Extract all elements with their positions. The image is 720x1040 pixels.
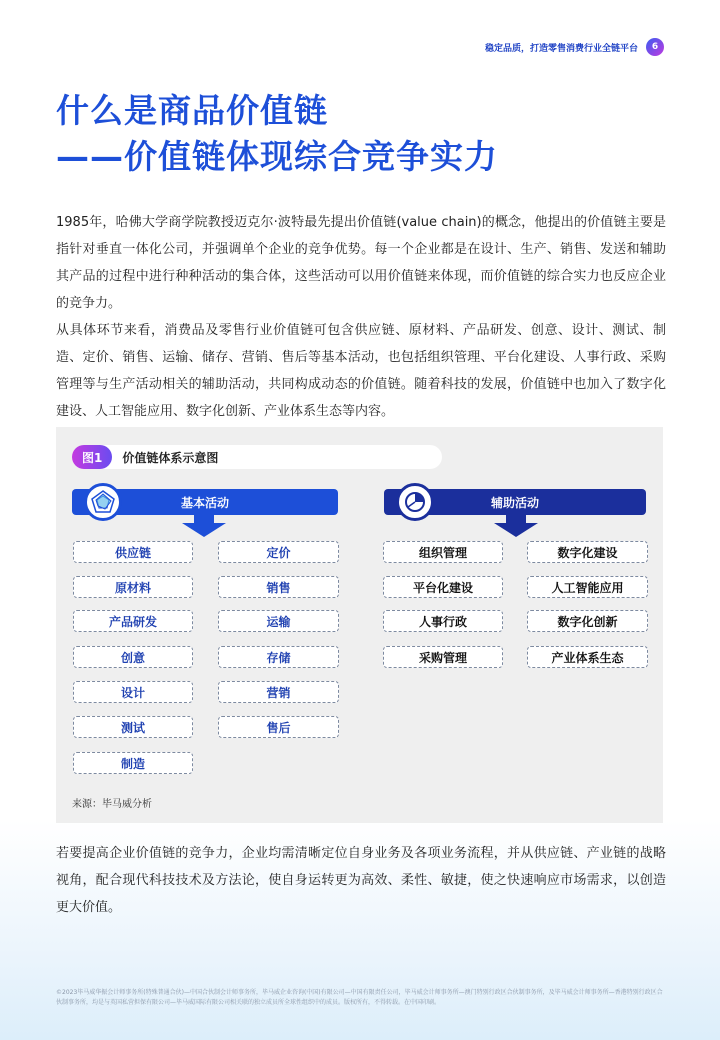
value-chain-figure bbox=[56, 427, 663, 823]
aux-item: 人事行政 bbox=[383, 610, 503, 632]
pie-chart-icon bbox=[396, 483, 434, 521]
basic-item: 创意 bbox=[73, 646, 193, 668]
aux-item: 人工智能应用 bbox=[527, 576, 648, 598]
basic-item: 测试 bbox=[73, 716, 193, 738]
figure-title: 价值链体系示意图 bbox=[122, 450, 219, 465]
basic-item: 定价 bbox=[218, 541, 339, 563]
paragraph-details: 从具体环节来看，消费品及零售行业价值链可包含供应链、原材料、产品研发、创意、设计、测试、制造、定价、销售、运输、储存、营销、售后等基本活动，也包括组织管理、平台化建设、人事行政、采购管理等与生产活动相关的辅助活动，共同构成动态的价值链。随着科技的发展，价值链中也加入了数字化建设、人工智能应用、数字化创新、产业体系生态等内容。 bbox=[56, 323, 666, 419]
basic-item: 设计 bbox=[73, 681, 193, 703]
basic-activities-header: 基本活动 bbox=[72, 489, 338, 515]
basic-item: 运输 bbox=[218, 610, 339, 632]
aux-down-arrow-icon bbox=[494, 523, 538, 537]
basic-item: 供应链 bbox=[73, 541, 193, 563]
aux-item: 采购管理 bbox=[383, 646, 503, 668]
basic-item: 存储 bbox=[218, 646, 339, 668]
page-title bbox=[56, 88, 498, 180]
basic-down-arrow-icon bbox=[182, 523, 226, 537]
figure-source: 来源：毕马威分析 bbox=[72, 799, 152, 810]
basic-item: 销售 bbox=[218, 576, 339, 598]
basic-item: 营销 bbox=[218, 681, 339, 703]
paragraph-intro: 1985年，哈佛大学商学院教授迈克尔·波特最先提出价值链(value chain)的概念，他提出的价值链主要是指针对垂直一体化公司，并强调单个企业的竞争优势。每一个企业都是在设计、生产、销售、发送和辅助其产品的过程中进行种种活动的集合体，这些活动可以用价值链来体现，而价值链的综合实力也反应企业的竞争力。 bbox=[56, 215, 666, 311]
figure-number-badge: 图1 bbox=[72, 445, 112, 469]
radar-chart-icon bbox=[84, 483, 122, 521]
page-number-badge: 6 bbox=[646, 38, 664, 56]
aux-item: 组织管理 bbox=[383, 541, 503, 563]
aux-item: 平台化建设 bbox=[383, 576, 503, 598]
header-tagline: 稳定品质，打造零售消费行业全链平台 bbox=[484, 43, 638, 54]
header-tagline-group bbox=[485, 38, 664, 56]
paragraph-conclusion: 若要提高企业价值链的竞争力，企业均需清晰定位自身业务及各项业务流程，并从供应链、产业链的战略视角，配合现代科技技术及方法论，使自身运转更为高效、柔性、敏捷，使之快速响应市场需求，以创造更大价值。 bbox=[56, 846, 666, 915]
figure-label bbox=[72, 445, 442, 469]
basic-item: 产品研发 bbox=[73, 610, 193, 632]
basic-item: 制造 bbox=[73, 752, 193, 774]
aux-item: 数字化创新 bbox=[527, 610, 648, 632]
aux-activities-header: 辅助活动 bbox=[384, 489, 646, 515]
basic-item: 原材料 bbox=[73, 576, 193, 598]
title-line-2: ——价值链体现综合竞争实力 bbox=[56, 137, 498, 176]
aux-item: 产业体系生态 bbox=[527, 646, 648, 668]
aux-item: 数字化建设 bbox=[527, 541, 648, 563]
basic-item: 售后 bbox=[218, 716, 339, 738]
copyright-footer: ©2023毕马威华振会计师事务所(特殊普通合伙)—中国合伙制会计师事务所，毕马威企业咨询(中国)有限公司—中国有限责任公司，毕马威会计师事务所—澳门特别行政区合伙制事务所，及毕马威会计师事务所—香港特别行政区合伙制事务所，均是与英国私营担保有限公司—毕马威国际有限公司相关联的独立成员所全球性组织中的成员。版权所有，不得转载。在中国印刷。 bbox=[56, 989, 663, 1006]
title-line-1: 什么是商品价值链 bbox=[56, 91, 328, 130]
